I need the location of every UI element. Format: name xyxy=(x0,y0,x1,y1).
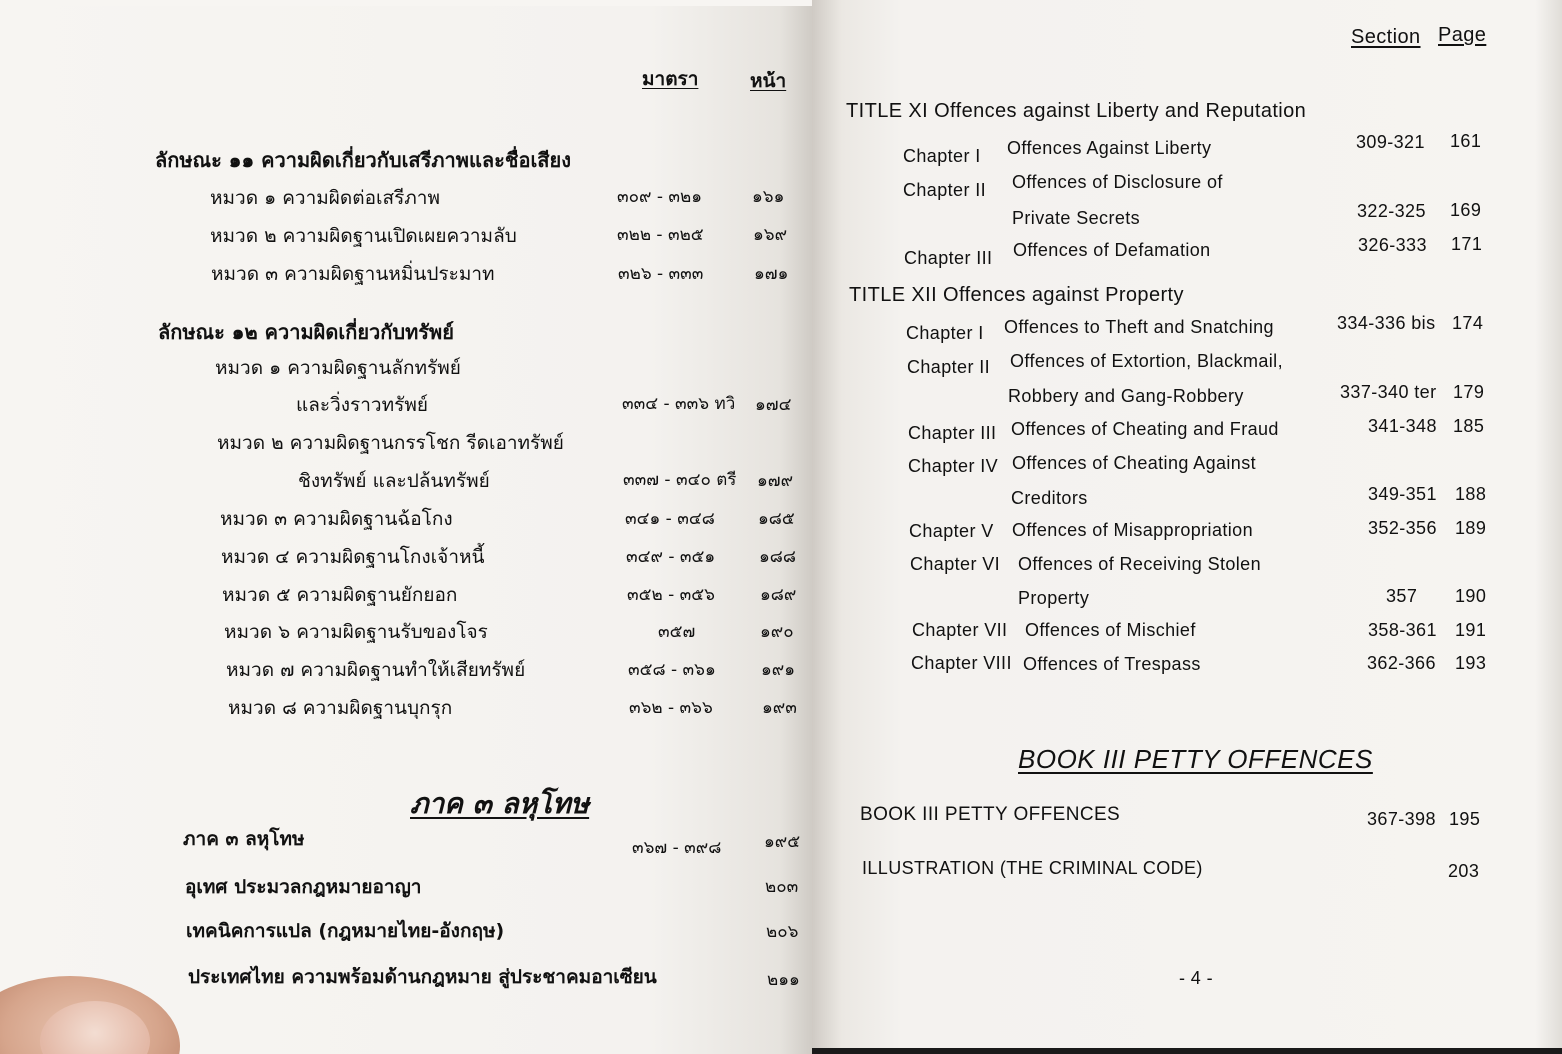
right-chapter-num: Chapter V xyxy=(909,521,994,541)
left-chapter-section: ๓๖๒ - ๓๖๖ xyxy=(629,698,713,718)
left-chapter-section: ๓๔๙ - ๓๕๑ xyxy=(626,547,716,567)
right-extra-page: 203 xyxy=(1448,861,1480,881)
left-extra-label: ประเทศไทย ความพร้อมด้านกฎหมาย สู่ประชาคมอาเซียน xyxy=(188,966,657,988)
left-chapter-section: ๓๕๒ - ๓๕๖ xyxy=(627,585,715,605)
right-header-page: Page xyxy=(1438,24,1487,46)
right-chapter-page: 190 xyxy=(1455,586,1487,606)
right-chapter-section: 341-348 xyxy=(1368,416,1437,436)
left-chapter-label: หมวด ๑ ความผิดฐานลักทรัพย์ xyxy=(215,357,461,379)
right-extra-section: 367-398 xyxy=(1367,809,1436,829)
left-chapter-label: หมวด ๓ ความผิดฐานฉ้อโกง xyxy=(220,508,453,530)
left-chapter-section: ๓๔๑ - ๓๔๘ xyxy=(625,509,715,529)
left-chapter-label: หมวด ๑ ความผิดต่อเสรีภาพ xyxy=(210,187,441,209)
left-chapter-page: ๑๗๑ xyxy=(754,264,789,284)
left-chapter-label: หมวด ๒ ความผิดฐานเปิดเผยความลับ xyxy=(210,225,517,247)
right-chapter-section: 352-356 xyxy=(1368,518,1437,538)
page-number: - 4 - xyxy=(1179,968,1214,988)
right-chapter-page: 189 xyxy=(1455,518,1487,538)
right-chapter-section: 337-340 ter xyxy=(1340,382,1437,402)
right-chapter-num: Chapter VII xyxy=(912,620,1008,640)
left-chapter-page: ๑๙๑ xyxy=(761,660,796,680)
left-chapter-section: ๓๒๒ - ๓๒๕ xyxy=(617,225,704,245)
right-chapter-label: Offences of Misappropriation xyxy=(1012,520,1253,540)
left-chapter-page: ๑๖๙ xyxy=(753,225,788,245)
left-chapter-page: ๑๗๙ xyxy=(757,471,794,491)
right-chapter-num: Chapter VI xyxy=(910,554,1001,574)
left-extra-label: อุเทศ ประมวลกฎหมายอาญา xyxy=(185,876,422,898)
left-chapter-label: หมวด ๗ ความผิดฐานทำให้เสียทรัพย์ xyxy=(226,659,526,681)
right-chapter-page: 188 xyxy=(1455,484,1487,504)
left-chapter-label-cont: ชิงทรัพย์ และปล้นทรัพย์ xyxy=(298,470,490,492)
right-chapter-page: 191 xyxy=(1455,620,1487,640)
left-chapter-section: ๓๕๘ - ๓๖๑ xyxy=(628,660,716,680)
left-extra-page: ๒๐๖ xyxy=(766,922,799,942)
right-chapter-section: 357 xyxy=(1386,586,1418,606)
left-extra-page: ๑๙๕ xyxy=(764,832,801,852)
right-chapter-label-cont: Private Secrets xyxy=(1012,208,1141,228)
left-extra-page: ๒๐๓ xyxy=(765,877,799,897)
left-chapter-section: ๓๒๖ - ๓๓๓ xyxy=(618,264,704,284)
right-chapter-label-cont: Robbery and Gang-Robbery xyxy=(1008,386,1244,406)
right-chapter-label: Offences of Mischief xyxy=(1025,620,1196,640)
right-chapter-label: Offences of Extortion, Blackmail, xyxy=(1010,351,1283,371)
right-chapter-label: Offences Against Liberty xyxy=(1007,138,1212,158)
right-chapter-page: 169 xyxy=(1450,200,1482,220)
right-chapter-label: Offences of Cheating and Fraud xyxy=(1011,419,1279,439)
left-chapter-label: หมวด ๔ ความผิดฐานโกงเจ้าหนี้ xyxy=(221,546,485,568)
left-chapter-page: ๑๖๑ xyxy=(752,187,785,207)
right-book-heading: BOOK III PETTY OFFENCES xyxy=(1018,744,1373,774)
left-chapter-section: ๓๓๔ - ๓๓๖ ทวิ xyxy=(622,394,736,414)
right-chapter-label: Offences of Defamation xyxy=(1013,240,1211,260)
right-chapter-page: 179 xyxy=(1453,382,1485,402)
right-title-12: TITLE XII Offences against Property xyxy=(849,284,1184,306)
right-chapter-label: Offences of Disclosure of xyxy=(1012,172,1223,192)
left-extra-page: ๒๑๑ xyxy=(767,970,800,990)
right-chapter-label-cont: Property xyxy=(1018,588,1090,608)
left-chapter-label: หมวด ๖ ความผิดฐานรับของโจร xyxy=(224,621,488,643)
right-chapter-section: 334-336 bis xyxy=(1337,313,1436,333)
left-chapter-page: ๑๘๕ xyxy=(758,509,795,529)
left-chapter-label: หมวด ๓ ความผิดฐานหมิ่นประมาท xyxy=(211,263,495,285)
left-chapter-section: ๓๐๙ - ๓๒๑ xyxy=(617,187,703,207)
right-chapter-num: Chapter III xyxy=(908,423,997,443)
left-chapter-page: ๑๘๘ xyxy=(759,547,797,567)
left-title-12: ลักษณะ ๑๒ ความผิดเกี่ยวกับทรัพย์ xyxy=(158,320,454,344)
right-chapter-num: Chapter II xyxy=(907,357,991,377)
right-extra-label: BOOK III PETTY OFFENCES xyxy=(860,804,1121,825)
left-chapter-section: ๓๕๗ xyxy=(658,622,696,642)
right-title-11: TITLE XI Offences against Liberty and Reputation xyxy=(846,100,1307,122)
left-header-section: มาตรา xyxy=(642,68,699,90)
left-title-11: ลักษณะ ๑๑ ความผิดเกี่ยวกับเสรีภาพและชื่อเสียง xyxy=(155,148,571,172)
left-chapter-label: หมวด ๘ ความผิดฐานบุกรุก xyxy=(228,697,453,719)
right-chapter-section: 326-333 xyxy=(1358,235,1427,255)
right-page-english xyxy=(812,0,1562,1048)
left-chapter-page: ๑๙๓ xyxy=(762,698,797,718)
right-chapter-num: Chapter IV xyxy=(908,456,999,476)
right-chapter-num: Chapter III xyxy=(904,248,993,268)
left-extra-label: เทคนิคการแปล (กฎหมายไทย-อังกฤษ) xyxy=(186,920,505,942)
right-chapter-section: 309-321 xyxy=(1356,132,1425,152)
right-extra-page: 195 xyxy=(1449,809,1481,829)
right-chapter-page: 171 xyxy=(1451,234,1483,254)
right-chapter-page: 193 xyxy=(1455,653,1487,673)
right-extra-label: ILLUSTRATION (THE CRIMINAL CODE) xyxy=(862,858,1203,878)
right-chapter-section: 349-351 xyxy=(1368,484,1437,504)
left-extra-section: ๓๖๗ - ๓๙๘ xyxy=(632,838,722,858)
right-chapter-page: 185 xyxy=(1453,416,1485,436)
right-chapter-label-cont: Creditors xyxy=(1011,488,1088,508)
right-chapter-label: Offences to Theft and Snatching xyxy=(1004,317,1274,337)
right-chapter-section: 358-361 xyxy=(1368,620,1437,640)
right-chapter-num: Chapter I xyxy=(906,323,984,343)
right-chapter-label: Offences of Receiving Stolen xyxy=(1018,554,1262,574)
right-chapter-num: Chapter I xyxy=(903,146,981,166)
right-chapter-section: 362-366 xyxy=(1367,653,1436,673)
right-chapter-label: Offences of Trespass xyxy=(1023,654,1201,674)
right-chapter-section: 322-325 xyxy=(1357,201,1426,221)
left-chapter-label: หมวด ๒ ความผิดฐานกรรโชก รีดเอาทรัพย์ xyxy=(217,432,564,454)
right-chapter-label: Offences of Cheating Against xyxy=(1012,453,1257,473)
right-chapter-num: Chapter II xyxy=(903,180,987,200)
right-chapter-num: Chapter VIII xyxy=(911,653,1012,673)
left-extra-label: ภาค ๓ ลหุโทษ xyxy=(183,828,305,850)
left-chapter-section: ๓๓๗ - ๓๔๐ ตรี xyxy=(623,470,737,490)
page-edge xyxy=(1535,0,1562,1048)
left-chapter-label-cont: และวิ่งราวทรัพย์ xyxy=(296,394,428,416)
left-chapter-page: ๑๗๔ xyxy=(755,395,792,415)
right-chapter-page: 161 xyxy=(1450,131,1482,151)
left-book-heading: ภาค ๓ ลหุโทษ xyxy=(410,787,590,820)
right-chapter-page: 174 xyxy=(1452,313,1484,333)
left-chapter-page: ๑๘๙ xyxy=(760,585,797,605)
left-chapter-label: หมวด ๕ ความผิดฐานยักยอก xyxy=(222,584,458,606)
right-header-section: Section xyxy=(1351,26,1421,48)
left-chapter-page: ๑๙๐ xyxy=(760,622,794,642)
left-header-page: หน้า xyxy=(750,70,787,92)
